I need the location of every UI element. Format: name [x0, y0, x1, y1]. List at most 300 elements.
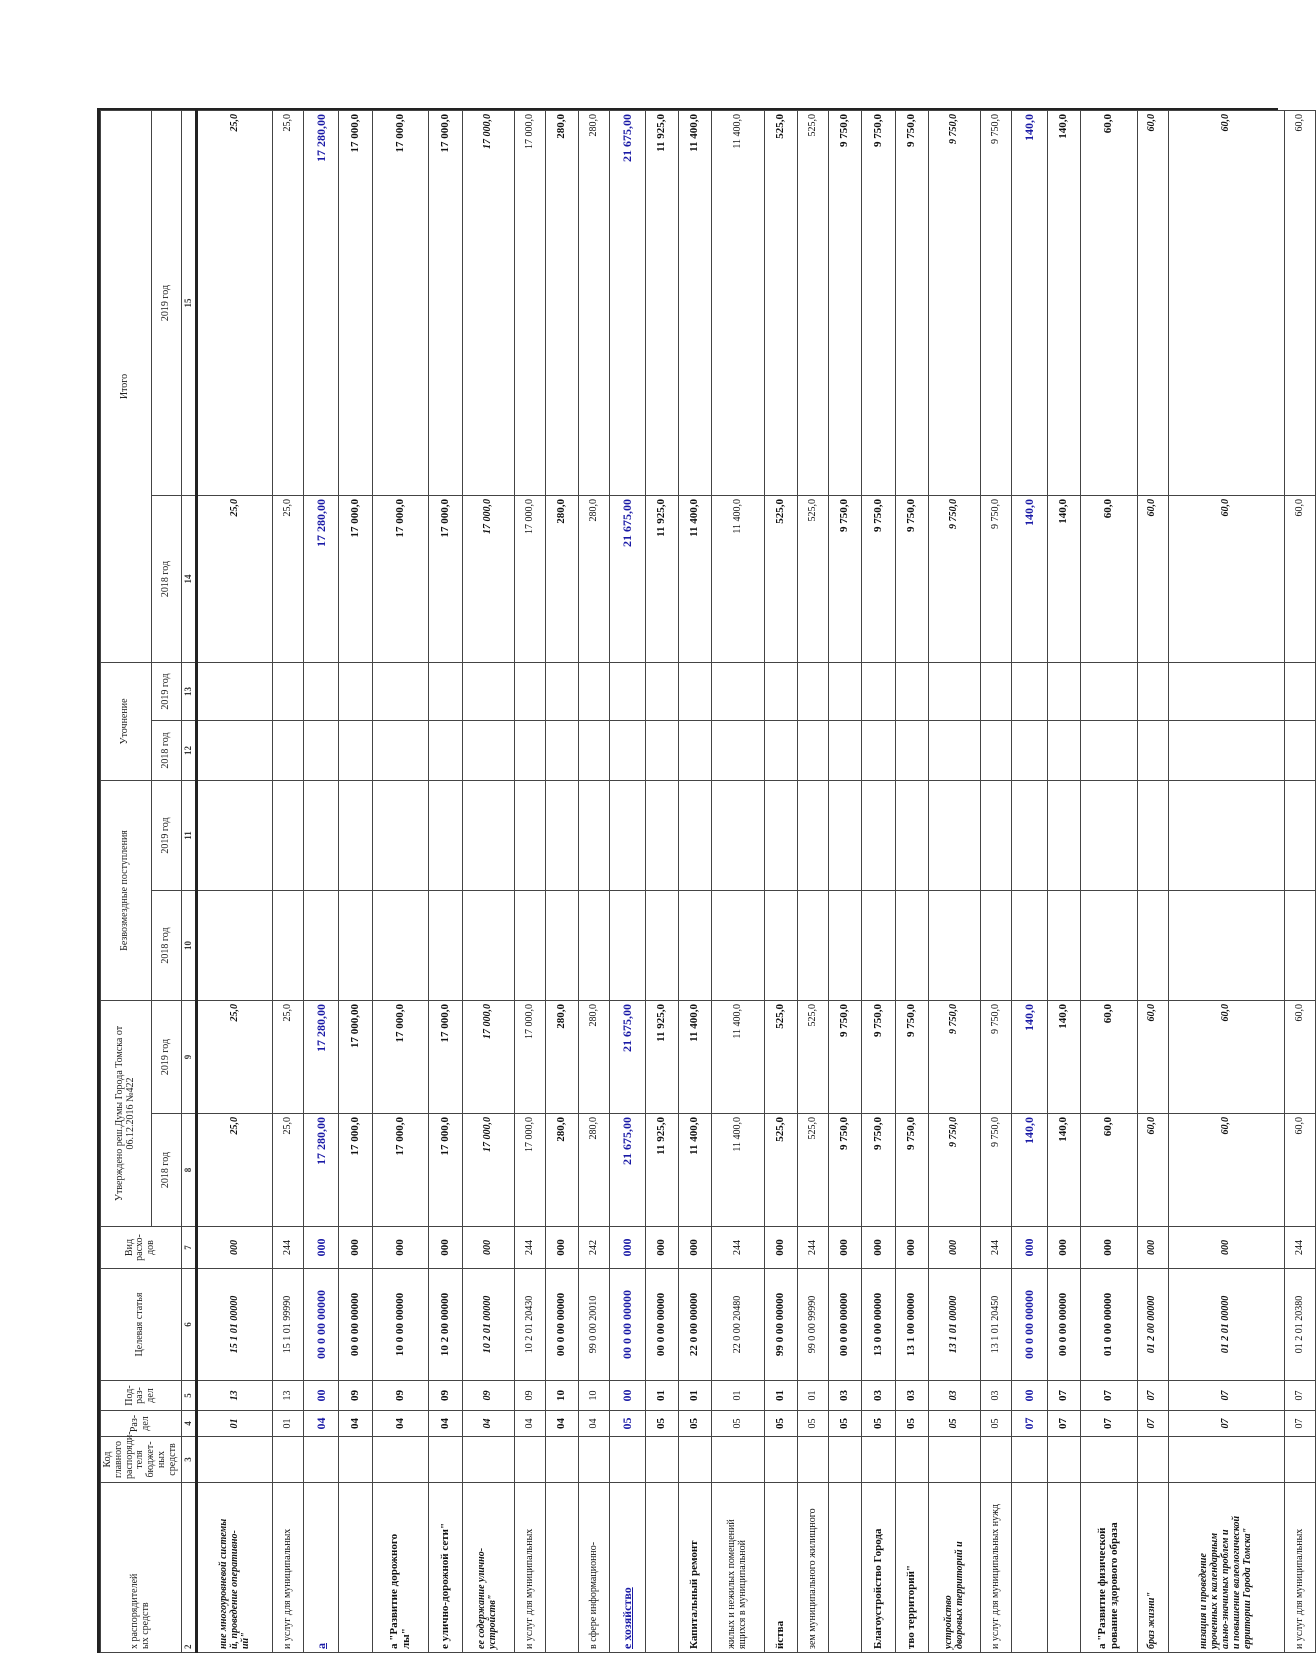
- row-bezvozm-2018-cell: [429, 891, 462, 1001]
- row-utoch-2019-cell: [579, 663, 610, 721]
- row-code-cell: [1012, 1437, 1047, 1483]
- row-razdel-cell: 05: [764, 1411, 797, 1437]
- row-bezvozm-2019-cell: [1012, 781, 1047, 891]
- row-target-cell: 15 1 01 00000: [197, 1269, 273, 1381]
- row-itogo-2019-cell: 11 400,0: [679, 111, 712, 496]
- name-column-header: х распорядителей ых средств: [101, 1483, 182, 1653]
- row-code-cell: [679, 1437, 712, 1483]
- row-bezvozm-2019-cell: [679, 781, 712, 891]
- row-podrazdel-cell: 09: [429, 1381, 462, 1411]
- row-podrazdel-cell: 09: [514, 1381, 545, 1411]
- row-approved-2019-cell: 21 675,00: [610, 1001, 645, 1114]
- row-utoch-2019-cell: [272, 663, 303, 721]
- row-target-cell: 01 2 00 00000: [1137, 1269, 1168, 1381]
- row-utoch-2019-cell: [514, 663, 545, 721]
- row-bezvozm-2018-cell: [829, 891, 862, 1001]
- row-utoch-2018-cell: [1284, 721, 1315, 781]
- row-bezvozm-2019-cell: [829, 781, 862, 891]
- row-razdel-cell: 05: [610, 1411, 645, 1437]
- row-podrazdel-cell: 07: [1168, 1381, 1284, 1411]
- row-approved-2018-cell: 11 400,0: [712, 1114, 764, 1227]
- row-vid-cell: 000: [546, 1227, 579, 1269]
- row-itogo-2018-cell: 60,0: [1137, 496, 1168, 663]
- row-utoch-2018-cell: [862, 721, 895, 781]
- row-bezvozm-2019-cell: [764, 781, 797, 891]
- row-name-cell: Капитальный ремонт: [679, 1483, 712, 1653]
- row-vid-cell: 000: [862, 1227, 895, 1269]
- code-column-header: Код главного распоряди-теля бюджет-ных средств: [101, 1437, 182, 1483]
- row-code-cell: [1284, 1437, 1315, 1483]
- row-razdel-cell: 04: [304, 1411, 339, 1437]
- row-code-cell: [712, 1437, 764, 1483]
- row-target-cell: 00 0 00 00000: [829, 1269, 862, 1381]
- row-bezvozm-2018-cell: [645, 891, 678, 1001]
- row-bezvozm-2018-cell: [304, 891, 339, 1001]
- row-approved-2019-cell: 25,0: [272, 1001, 303, 1114]
- row-podrazdel-cell: 07: [1284, 1381, 1315, 1411]
- row-bezvozm-2019-cell: [1047, 781, 1080, 891]
- row-utoch-2019-cell: [645, 663, 678, 721]
- row-name-cell: Благоустройство Города: [862, 1483, 895, 1653]
- column-number: 10: [181, 891, 197, 1001]
- row-approved-2019-cell: 60,0: [1081, 1001, 1138, 1114]
- column-number: 9: [181, 1001, 197, 1114]
- row-approved-2018-cell: 17 000,0: [514, 1114, 545, 1227]
- row-vid-cell: 244: [712, 1227, 764, 1269]
- row-approved-2018-cell: 17 000,0: [339, 1114, 372, 1227]
- row-bezvozm-2018-cell: [372, 891, 429, 1001]
- row-name-cell: [645, 1483, 678, 1653]
- row-bezvozm-2019-cell: [462, 781, 514, 891]
- row-code-cell: [514, 1437, 545, 1483]
- row-bezvozm-2019-cell: [928, 781, 980, 891]
- row-code-cell: [339, 1437, 372, 1483]
- row-vid-cell: 242: [579, 1227, 610, 1269]
- row-name-cell: а "Развитие дорожного лы": [372, 1483, 429, 1653]
- row-razdel-cell: 04: [514, 1411, 545, 1437]
- row-utoch-2019-cell: [1137, 663, 1168, 721]
- table-row: [645, 111, 678, 1653]
- row-vid-cell: 000: [1012, 1227, 1047, 1269]
- row-utoch-2018-cell: [928, 721, 980, 781]
- row-itogo-2018-cell: 280,0: [579, 496, 610, 663]
- row-approved-2019-cell: 9 750,0: [981, 1001, 1012, 1114]
- row-target-cell: 00 0 00 00000: [1047, 1269, 1080, 1381]
- row-approved-2018-cell: 17 000,0: [429, 1114, 462, 1227]
- row-vid-cell: 244: [272, 1227, 303, 1269]
- row-podrazdel-cell: 07: [1137, 1381, 1168, 1411]
- row-bezvozm-2019-cell: [197, 781, 273, 891]
- row-podrazdel-cell: 09: [339, 1381, 372, 1411]
- row-name-cell: устройство дворовых территорий и: [928, 1483, 980, 1653]
- row-target-cell: 99 0 00 00000: [764, 1269, 797, 1381]
- row-podrazdel-cell: 07: [1047, 1381, 1080, 1411]
- utoch-column-header: Уточнение: [101, 663, 152, 781]
- row-code-cell: [928, 1437, 980, 1483]
- table-row: [462, 111, 514, 1653]
- itogo-column-header: Итого: [101, 111, 152, 663]
- row-approved-2018-cell: 9 750,0: [829, 1114, 862, 1227]
- row-target-cell: 13 1 01 20450: [981, 1269, 1012, 1381]
- row-code-cell: [546, 1437, 579, 1483]
- row-vid-cell: 000: [372, 1227, 429, 1269]
- row-name-cell: а "Развитие физической рование здорового образа: [1081, 1483, 1138, 1653]
- row-podrazdel-cell: 03: [895, 1381, 928, 1411]
- row-approved-2018-cell: 9 750,0: [928, 1114, 980, 1227]
- row-bezvozm-2019-cell: [797, 781, 828, 891]
- row-utoch-2019-cell: [1284, 663, 1315, 721]
- row-itogo-2019-cell: 17 000,0: [339, 111, 372, 496]
- row-podrazdel-cell: 03: [981, 1381, 1012, 1411]
- row-itogo-2019-cell: 9 750,0: [862, 111, 895, 496]
- row-utoch-2018-cell: [679, 721, 712, 781]
- row-utoch-2019-cell: [546, 663, 579, 721]
- row-utoch-2018-cell: [829, 721, 862, 781]
- row-target-cell: 00 0 00 00000: [339, 1269, 372, 1381]
- row-itogo-2019-cell: 60,0: [1284, 111, 1315, 496]
- row-itogo-2018-cell: 17 000,0: [462, 496, 514, 663]
- row-approved-2019-cell: 9 750,0: [928, 1001, 980, 1114]
- row-code-cell: [197, 1437, 273, 1483]
- row-approved-2018-cell: 525,0: [764, 1114, 797, 1227]
- row-bezvozm-2018-cell: [1137, 891, 1168, 1001]
- row-approved-2018-cell: 17 000,0: [372, 1114, 429, 1227]
- row-itogo-2018-cell: 9 750,0: [928, 496, 980, 663]
- row-utoch-2018-cell: [764, 721, 797, 781]
- row-utoch-2019-cell: [339, 663, 372, 721]
- row-code-cell: [272, 1437, 303, 1483]
- row-bezvozm-2019-cell: [645, 781, 678, 891]
- row-razdel-cell: 05: [895, 1411, 928, 1437]
- row-itogo-2019-cell: 140,0: [1012, 111, 1047, 496]
- year-header: 2018 год: [151, 721, 181, 781]
- table-row: [197, 111, 273, 1653]
- row-itogo-2019-cell: 9 750,0: [829, 111, 862, 496]
- row-itogo-2018-cell: 140,0: [1047, 496, 1080, 663]
- row-itogo-2018-cell: 11 925,0: [645, 496, 678, 663]
- row-name-cell: е хозяйство: [610, 1483, 645, 1653]
- row-bezvozm-2018-cell: [546, 891, 579, 1001]
- row-utoch-2019-cell: [372, 663, 429, 721]
- row-target-cell: 13 1 00 00000: [895, 1269, 928, 1381]
- row-vid-cell: 000: [1168, 1227, 1284, 1269]
- row-utoch-2018-cell: [1081, 721, 1138, 781]
- approved-column-header: Утверждено реш.Думы Города Томска от 06.12.2016 №422: [101, 1001, 152, 1227]
- row-vid-cell: 000: [304, 1227, 339, 1269]
- row-razdel-cell: 07: [1284, 1411, 1315, 1437]
- table-row: [339, 111, 372, 1653]
- row-target-cell: 22 0 00 00000: [679, 1269, 712, 1381]
- row-target-cell: 00 0 00 00000: [546, 1269, 579, 1381]
- bezvozm-column-header: Безвозмездные поступления: [101, 781, 152, 1001]
- row-razdel-cell: 05: [862, 1411, 895, 1437]
- row-target-cell: 99 0 00 20010: [579, 1269, 610, 1381]
- row-name-cell: и услуг для муниципальных: [1284, 1483, 1315, 1653]
- row-target-cell: 13 1 01 00000: [928, 1269, 980, 1381]
- row-razdel-cell: 05: [829, 1411, 862, 1437]
- row-bezvozm-2019-cell: [514, 781, 545, 891]
- table-row: [514, 111, 545, 1653]
- row-bezvozm-2019-cell: [546, 781, 579, 891]
- row-razdel-cell: 07: [1168, 1411, 1284, 1437]
- row-bezvozm-2018-cell: [895, 891, 928, 1001]
- row-code-cell: [1047, 1437, 1080, 1483]
- row-bezvozm-2018-cell: [1012, 891, 1047, 1001]
- row-utoch-2019-cell: [679, 663, 712, 721]
- row-approved-2019-cell: 11 925,0: [645, 1001, 678, 1114]
- row-itogo-2019-cell: 17 000,0: [372, 111, 429, 496]
- row-itogo-2018-cell: 9 750,0: [862, 496, 895, 663]
- row-approved-2018-cell: 9 750,0: [862, 1114, 895, 1227]
- row-utoch-2018-cell: [712, 721, 764, 781]
- row-vid-cell: 000: [610, 1227, 645, 1269]
- row-utoch-2018-cell: [797, 721, 828, 781]
- row-utoch-2019-cell: [862, 663, 895, 721]
- row-vid-cell: 000: [895, 1227, 928, 1269]
- row-approved-2019-cell: 11 400,0: [712, 1001, 764, 1114]
- table-row: [1012, 111, 1047, 1653]
- row-bezvozm-2018-cell: [981, 891, 1012, 1001]
- row-itogo-2019-cell: 25,0: [272, 111, 303, 496]
- row-code-cell: [429, 1437, 462, 1483]
- row-razdel-cell: 07: [1012, 1411, 1047, 1437]
- row-itogo-2019-cell: 17 000,0: [514, 111, 545, 496]
- row-itogo-2018-cell: 60,0: [1168, 496, 1284, 663]
- row-podrazdel-cell: 00: [610, 1381, 645, 1411]
- row-utoch-2019-cell: [797, 663, 828, 721]
- row-utoch-2018-cell: [429, 721, 462, 781]
- row-target-cell: 10 2 01 20430: [514, 1269, 545, 1381]
- row-approved-2018-cell: 140,0: [1047, 1114, 1080, 1227]
- row-target-cell: 13 0 00 00000: [862, 1269, 895, 1381]
- row-itogo-2019-cell: 21 675,00: [610, 111, 645, 496]
- row-utoch-2019-cell: [197, 663, 273, 721]
- row-utoch-2018-cell: [579, 721, 610, 781]
- budget-sheet: [97, 108, 1305, 1653]
- row-itogo-2019-cell: 11 925,0: [645, 111, 678, 496]
- row-podrazdel-cell: 03: [928, 1381, 980, 1411]
- row-itogo-2018-cell: 140,0: [1012, 496, 1047, 663]
- row-name-cell: и услуг для муниципальных нужд: [981, 1483, 1012, 1653]
- row-itogo-2018-cell: 9 750,0: [895, 496, 928, 663]
- row-approved-2018-cell: 25,0: [272, 1114, 303, 1227]
- row-name-cell: [1012, 1483, 1047, 1653]
- column-number: 13: [181, 663, 197, 721]
- row-name-cell: ние многоуровневой системы й, проведение оперативно- ий": [197, 1483, 273, 1653]
- row-bezvozm-2018-cell: [339, 891, 372, 1001]
- table-row: [1137, 111, 1168, 1653]
- row-target-cell: 01 0 00 00000: [1081, 1269, 1138, 1381]
- row-name-cell: жилых и нежилых помещений ящихся в муниципальной: [712, 1483, 764, 1653]
- budget-rows: [197, 111, 1316, 1653]
- year-header: 2019 год: [151, 781, 181, 891]
- row-approved-2019-cell: 25,0: [197, 1001, 273, 1114]
- row-utoch-2018-cell: [1012, 721, 1047, 781]
- row-bezvozm-2018-cell: [797, 891, 828, 1001]
- row-bezvozm-2018-cell: [764, 891, 797, 1001]
- row-name-cell: зем муниципального жилищного: [797, 1483, 828, 1653]
- row-podrazdel-cell: 09: [462, 1381, 514, 1411]
- row-target-cell: 00 0 00 00000: [645, 1269, 678, 1381]
- row-utoch-2019-cell: [981, 663, 1012, 721]
- row-bezvozm-2019-cell: [339, 781, 372, 891]
- row-name-cell: тво территорий": [895, 1483, 928, 1653]
- row-itogo-2019-cell: 60,0: [1137, 111, 1168, 496]
- row-utoch-2018-cell: [304, 721, 339, 781]
- row-target-cell: 00 0 00 00000: [1012, 1269, 1047, 1381]
- row-utoch-2019-cell: [1047, 663, 1080, 721]
- row-itogo-2018-cell: 25,0: [197, 496, 273, 663]
- row-target-cell: 15 1 01 99990: [272, 1269, 303, 1381]
- row-approved-2018-cell: 280,0: [579, 1114, 610, 1227]
- rotated-page: [100, 111, 1305, 1653]
- row-target-cell: 10 0 00 00000: [372, 1269, 429, 1381]
- table-row: [862, 111, 895, 1653]
- row-approved-2019-cell: 60,0: [1168, 1001, 1284, 1114]
- row-approved-2019-cell: 140,0: [1012, 1001, 1047, 1114]
- table-row: [829, 111, 862, 1653]
- row-code-cell: [829, 1437, 862, 1483]
- table-row: [372, 111, 429, 1653]
- column-number: 7: [181, 1227, 197, 1269]
- row-target-cell: 00 0 00 00000: [304, 1269, 339, 1381]
- row-bezvozm-2019-cell: [610, 781, 645, 891]
- year-header: 2019 год: [151, 1001, 181, 1114]
- row-bezvozm-2019-cell: [712, 781, 764, 891]
- row-podrazdel-cell: 01: [797, 1381, 828, 1411]
- row-vid-cell: 244: [514, 1227, 545, 1269]
- row-bezvozm-2018-cell: [1047, 891, 1080, 1001]
- row-utoch-2019-cell: [610, 663, 645, 721]
- row-vid-cell: 000: [197, 1227, 273, 1269]
- row-itogo-2018-cell: 17 000,0: [339, 496, 372, 663]
- row-name-cell: а: [304, 1483, 339, 1653]
- row-utoch-2018-cell: [514, 721, 545, 781]
- row-target-cell: 99 0 00 99990: [797, 1269, 828, 1381]
- table-row: [546, 111, 579, 1653]
- row-vid-cell: 000: [1047, 1227, 1080, 1269]
- row-utoch-2019-cell: [1081, 663, 1138, 721]
- row-target-cell: 22 0 00 20480: [712, 1269, 764, 1381]
- row-code-cell: [862, 1437, 895, 1483]
- row-razdel-cell: 05: [981, 1411, 1012, 1437]
- row-target-cell: 10 2 00 00000: [429, 1269, 462, 1381]
- row-approved-2018-cell: 21 675,00: [610, 1114, 645, 1227]
- row-approved-2018-cell: 60,0: [1168, 1114, 1284, 1227]
- budget-table: [100, 110, 1316, 1653]
- column-number: 11: [181, 781, 197, 891]
- row-itogo-2018-cell: 9 750,0: [829, 496, 862, 663]
- row-approved-2018-cell: 17 280,00: [304, 1114, 339, 1227]
- row-approved-2019-cell: 280,0: [546, 1001, 579, 1114]
- row-code-cell: [764, 1437, 797, 1483]
- column-number: 3: [181, 1437, 197, 1483]
- row-itogo-2018-cell: 9 750,0: [981, 496, 1012, 663]
- row-razdel-cell: 05: [712, 1411, 764, 1437]
- row-approved-2018-cell: 17 000,0: [462, 1114, 514, 1227]
- row-approved-2019-cell: 17 280,00: [304, 1001, 339, 1114]
- table-row: [1081, 111, 1138, 1653]
- row-name-cell: йства: [764, 1483, 797, 1653]
- row-code-cell: [895, 1437, 928, 1483]
- row-bezvozm-2018-cell: [1284, 891, 1315, 1001]
- row-itogo-2019-cell: 17 000,0: [462, 111, 514, 496]
- row-utoch-2019-cell: [1168, 663, 1284, 721]
- row-code-cell: [462, 1437, 514, 1483]
- vid-column-header: Вид расхо-дов: [101, 1227, 182, 1269]
- row-podrazdel-cell: 10: [546, 1381, 579, 1411]
- row-razdel-cell: 07: [1137, 1411, 1168, 1437]
- row-target-cell: 01 2 01 20380: [1284, 1269, 1315, 1381]
- row-code-cell: [1168, 1437, 1284, 1483]
- row-razdel-cell: 04: [429, 1411, 462, 1437]
- row-approved-2019-cell: 9 750,0: [862, 1001, 895, 1114]
- row-utoch-2019-cell: [462, 663, 514, 721]
- row-code-cell: [304, 1437, 339, 1483]
- row-razdel-cell: 04: [579, 1411, 610, 1437]
- row-razdel-cell: 05: [797, 1411, 828, 1437]
- row-bezvozm-2019-cell: [372, 781, 429, 891]
- row-podrazdel-cell: 13: [197, 1381, 273, 1411]
- row-utoch-2019-cell: [829, 663, 862, 721]
- row-itogo-2018-cell: 525,0: [797, 496, 828, 663]
- row-bezvozm-2018-cell: [197, 891, 273, 1001]
- row-itogo-2019-cell: 17 000,0: [429, 111, 462, 496]
- column-number: 4: [181, 1411, 197, 1437]
- row-bezvozm-2018-cell: [712, 891, 764, 1001]
- row-approved-2018-cell: 60,0: [1081, 1114, 1138, 1227]
- row-bezvozm-2019-cell: [981, 781, 1012, 891]
- row-bezvozm-2019-cell: [304, 781, 339, 891]
- row-vid-cell: 000: [339, 1227, 372, 1269]
- row-code-cell: [1137, 1437, 1168, 1483]
- row-name-cell: и услуг для муниципальных: [272, 1483, 303, 1653]
- column-number: 6: [181, 1269, 197, 1381]
- row-approved-2019-cell: 60,0: [1137, 1001, 1168, 1114]
- row-vid-cell: 000: [462, 1227, 514, 1269]
- row-utoch-2018-cell: [610, 721, 645, 781]
- row-name-cell: [546, 1483, 579, 1653]
- row-utoch-2018-cell: [272, 721, 303, 781]
- row-approved-2018-cell: 9 750,0: [981, 1114, 1012, 1227]
- row-vid-cell: 000: [764, 1227, 797, 1269]
- row-name-cell: низация и проведение уроченных к календарным ально-значимых проблем и и повышение валеологической ерритории Города Томска": [1168, 1483, 1284, 1653]
- row-bezvozm-2019-cell: [272, 781, 303, 891]
- row-podrazdel-cell: 07: [1081, 1381, 1138, 1411]
- row-podrazdel-cell: 13: [272, 1381, 303, 1411]
- column-number: 14: [181, 496, 197, 663]
- row-name-cell: ее содержание улично- устройств": [462, 1483, 514, 1653]
- row-podrazdel-cell: 00: [1012, 1381, 1047, 1411]
- row-itogo-2019-cell: 60,0: [1168, 111, 1284, 496]
- row-utoch-2018-cell: [339, 721, 372, 781]
- column-number: 15: [181, 111, 197, 496]
- row-utoch-2019-cell: [1012, 663, 1047, 721]
- row-razdel-cell: 05: [928, 1411, 980, 1437]
- row-bezvozm-2018-cell: [1168, 891, 1284, 1001]
- row-name-cell: е улично-дорожной сети": [429, 1483, 462, 1653]
- row-razdel-cell: 04: [546, 1411, 579, 1437]
- row-target-cell: 00 0 00 00000: [610, 1269, 645, 1381]
- row-utoch-2019-cell: [764, 663, 797, 721]
- row-vid-cell: 244: [1284, 1227, 1315, 1269]
- row-bezvozm-2019-cell: [1284, 781, 1315, 891]
- table-row: [928, 111, 980, 1653]
- row-approved-2019-cell: 17 000,0: [372, 1001, 429, 1114]
- row-utoch-2019-cell: [928, 663, 980, 721]
- row-approved-2019-cell: 525,0: [764, 1001, 797, 1114]
- row-approved-2019-cell: 17 000,00: [339, 1001, 372, 1114]
